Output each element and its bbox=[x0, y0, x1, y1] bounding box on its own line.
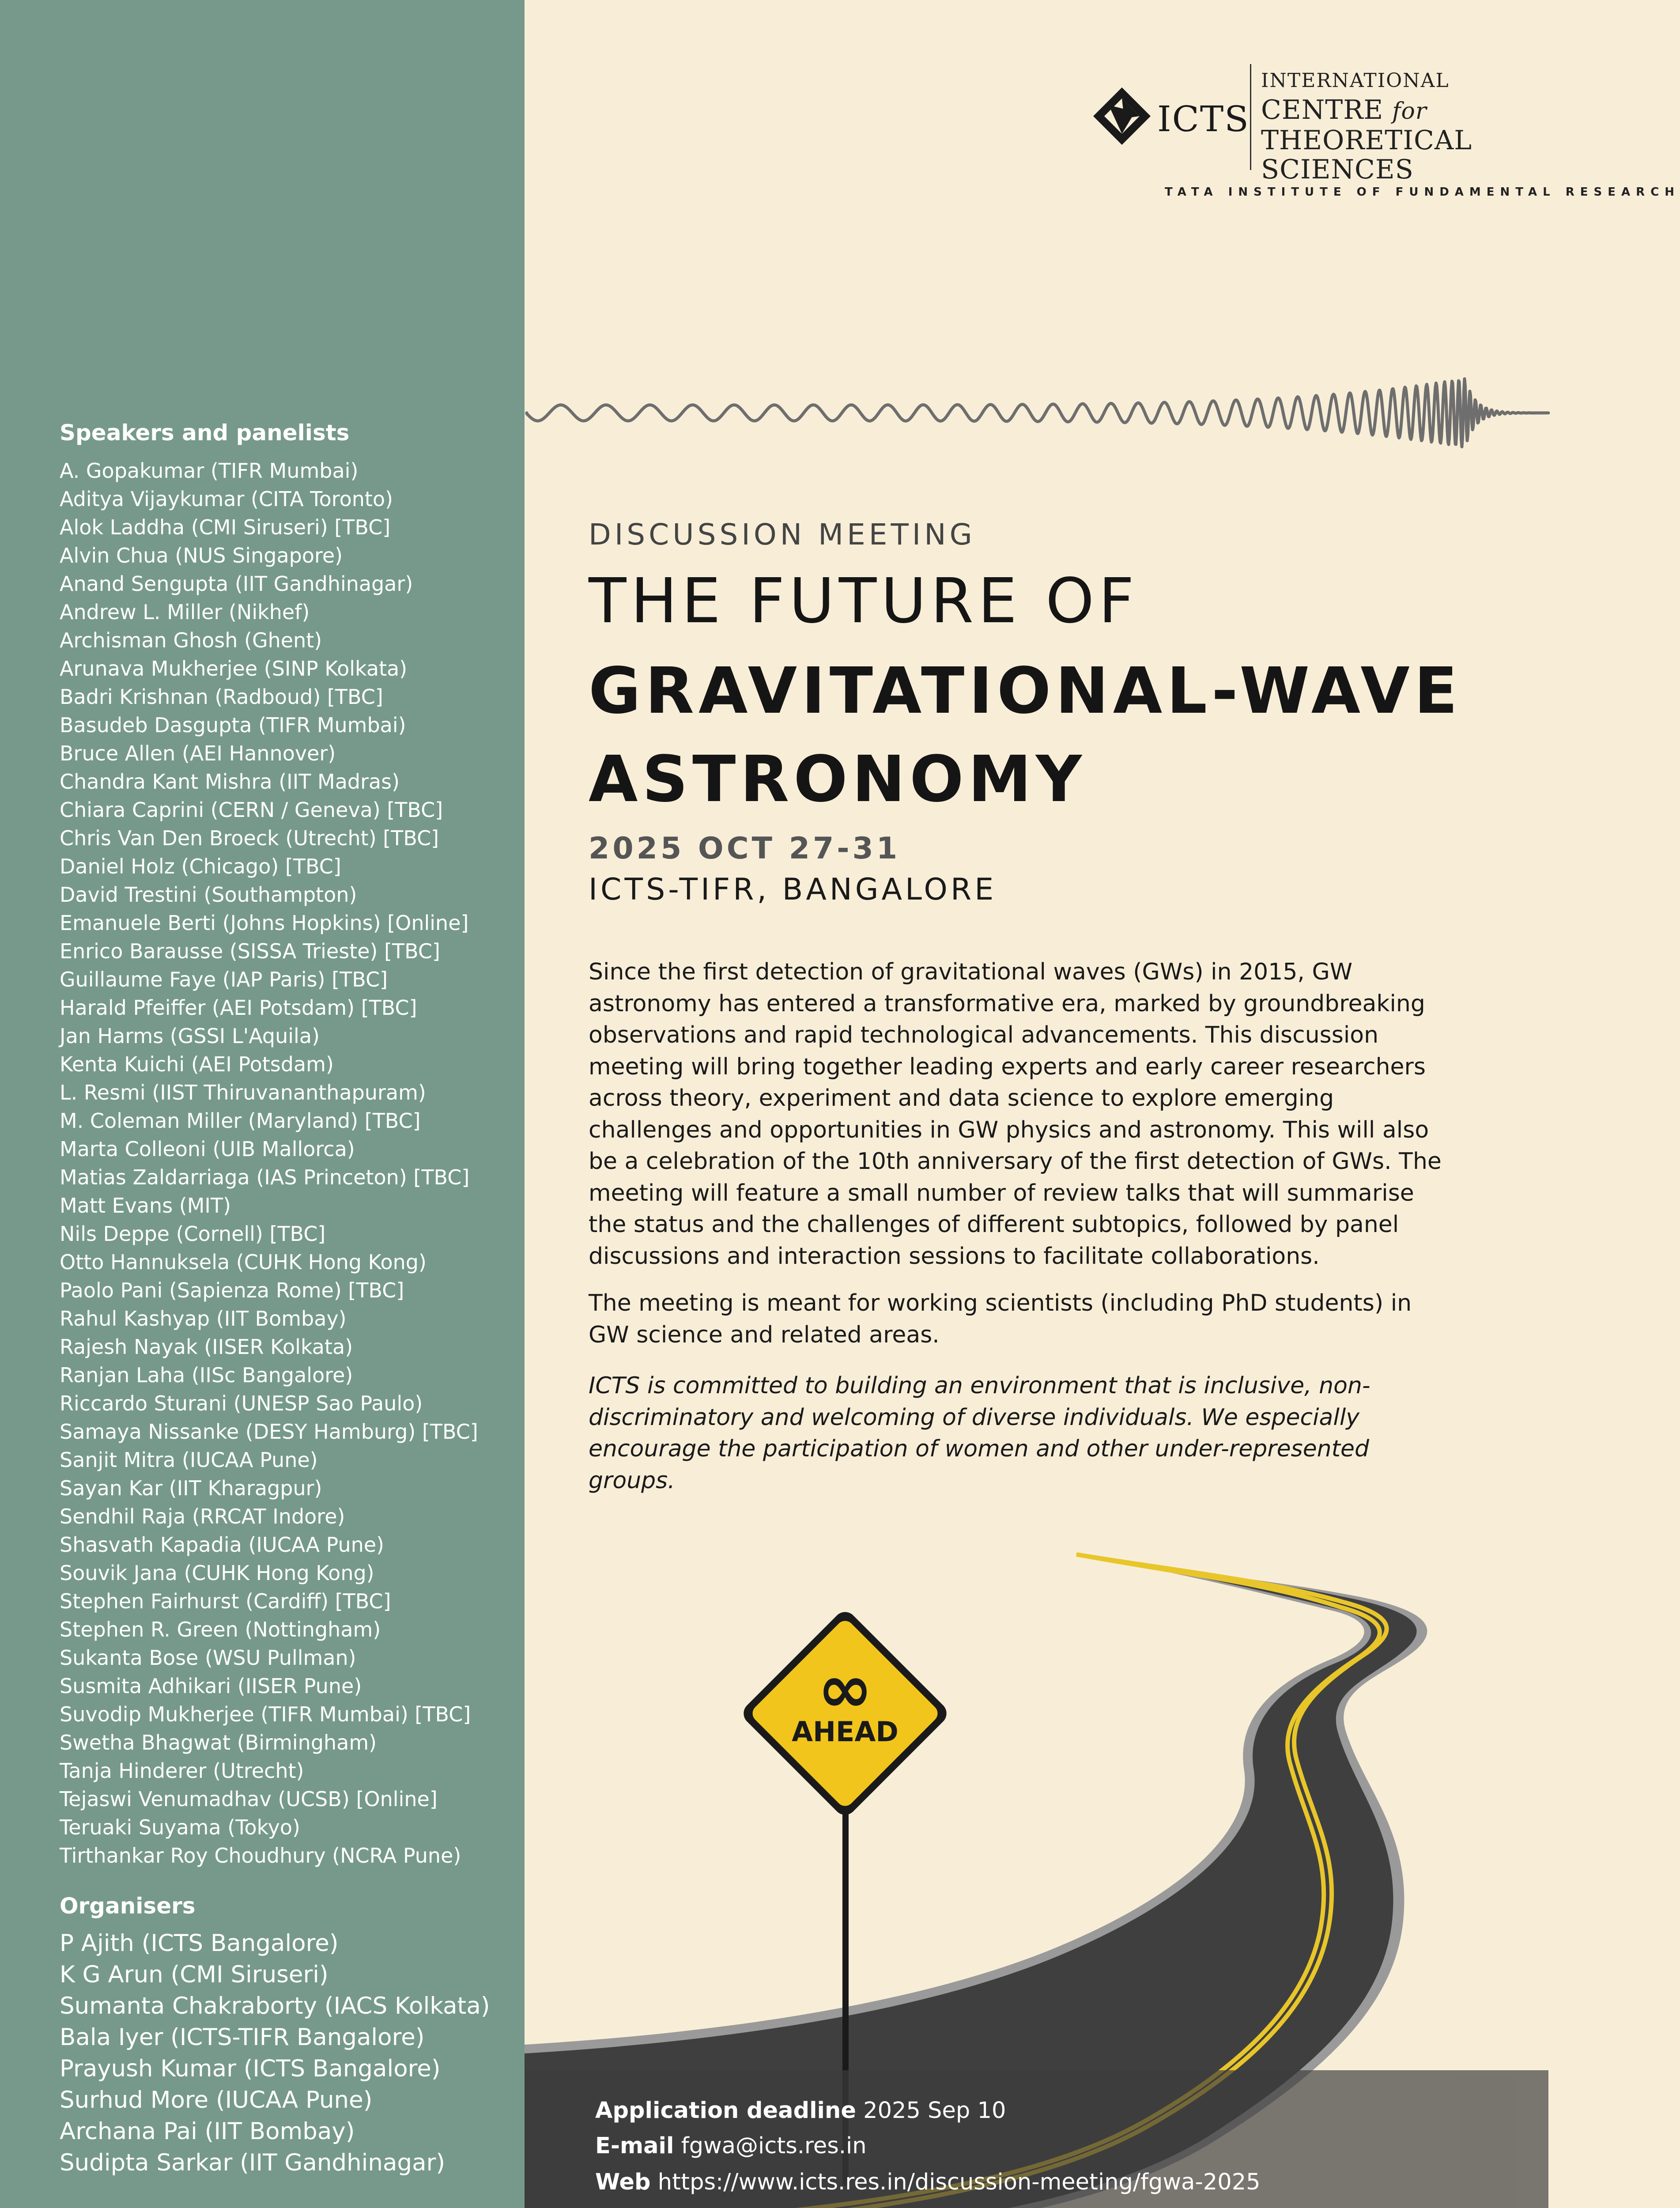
speaker-item: Daniel Holz (Chicago) [TBC] bbox=[60, 854, 341, 878]
speaker-item: Matias Zaldarriaga (IAS Princeton) [TBC] bbox=[60, 1165, 470, 1189]
speaker-item: Chiara Caprini (CERN / Geneva) [TBC] bbox=[60, 798, 443, 822]
speaker-item: Rahul Kashyap (IIT Bombay) bbox=[60, 1307, 347, 1331]
logo-line-4: SCIENCES bbox=[1261, 154, 1414, 185]
audience-paragraph: The meeting is meant for working scientists (including PhD students) in GW science and related areas. bbox=[589, 1290, 1412, 1348]
speaker-item: Jan Harms (GSSI L'Aquila) bbox=[60, 1024, 320, 1048]
speaker-item: Stephen R. Green (Nottingham) bbox=[60, 1618, 381, 1641]
organiser-item: K G Arun (CMI Siruseri) bbox=[60, 1961, 328, 1988]
speakers-heading: Speakers and panelists bbox=[60, 420, 350, 446]
description-paragraph: Since the first detection of gravitational waves (GWs) in 2015, GW astronomy has entered a transformative era, marked by groundbreaking observations and rapid technological advancements. This discussion meeting will bring together leading experts and early career researchers across theory, experiment and data science to explore emerging challenges and opportunities in GW physics and astronomy. This will also be a celebration of the 10th anniversary of the first detection of GWs. The meeting will feature a small number of review talks that will summarise the status and the challenges of different subtopics, followed by panel discussions and interaction sessions to facilitate collaborations. bbox=[589, 959, 1442, 1270]
speaker-item: Archisman Ghosh (Ghent) bbox=[60, 628, 322, 652]
speaker-item: Sukanta Bose (WSU Pullman) bbox=[60, 1646, 356, 1670]
speaker-item: Alvin Chua (NUS Singapore) bbox=[60, 544, 343, 567]
speaker-item: Bruce Allen (AEI Hannover) bbox=[60, 741, 336, 765]
deadline-value: 2025 Sep 10 bbox=[863, 2098, 1006, 2124]
speaker-item: Shasvath Kapadia (IUCAA Pune) bbox=[60, 1533, 385, 1557]
speaker-item: A. Gopakumar (TIFR Mumbai) bbox=[60, 459, 359, 483]
speaker-item: Riccardo Sturani (UNESP Sao Paulo) bbox=[60, 1391, 423, 1415]
speaker-item: Andrew L. Miller (Nikhef) bbox=[60, 600, 310, 624]
speaker-item: Teruaki Suyama (Tokyo) bbox=[60, 1815, 300, 1839]
speaker-item: Kenta Kuichi (AEI Potsdam) bbox=[60, 1052, 334, 1076]
speaker-item: Otto Hannuksela (CUHK Hong Kong) bbox=[60, 1250, 427, 1274]
organiser-item: Prayush Kumar (ICTS Bangalore) bbox=[60, 2055, 441, 2082]
sidebar bbox=[0, 0, 525, 2208]
speaker-item: Sanjit Mitra (IUCAA Pune) bbox=[60, 1448, 318, 1472]
speaker-item: Ranjan Laha (IISc Bangalore) bbox=[60, 1363, 353, 1387]
deadline-label: Application deadline bbox=[595, 2098, 856, 2124]
speaker-item: Swetha Bhagwat (Birmingham) bbox=[60, 1731, 377, 1754]
organiser-item: Archana Pai (IIT Bombay) bbox=[60, 2118, 355, 2145]
organisers-heading: Organisers bbox=[60, 1893, 196, 1919]
logo-tagline: TATA INSTITUTE OF FUNDAMENTAL RESEARCH bbox=[1165, 185, 1680, 199]
speaker-item: Tanja Hinderer (Utrecht) bbox=[60, 1759, 304, 1783]
infinity-icon: ∞ bbox=[817, 1651, 873, 1728]
speaker-item: Paolo Pani (Sapienza Rome) [TBC] bbox=[60, 1278, 404, 1302]
speaker-item: Susmita Adhikari (IISER Pune) bbox=[60, 1674, 362, 1698]
speaker-item: Aditya Vijaykumar (CITA Toronto) bbox=[60, 487, 393, 511]
event-type: DISCUSSION MEETING bbox=[589, 518, 976, 552]
speaker-item: Suvodip Mukherjee (TIFR Mumbai) [TBC] bbox=[60, 1702, 471, 1726]
speaker-item: Rajesh Nayak (IISER Kolkata) bbox=[60, 1335, 353, 1359]
website bbox=[595, 2169, 1261, 2195]
web-link[interactable]: https://www.icts.res.in/discussion-meeting/fgwa-2025 bbox=[657, 2169, 1261, 2195]
organiser-item: Sumanta Chakraborty (IACS Kolkata) bbox=[60, 1992, 490, 2019]
title-line-1: THE FUTURE OF bbox=[589, 565, 1139, 637]
logo-line-2 bbox=[1261, 95, 1472, 126]
logo-line-3: THEORETICAL bbox=[1261, 125, 1472, 156]
speaker-item: M. Coleman Miller (Maryland) [TBC] bbox=[60, 1109, 421, 1133]
icts-logo bbox=[1091, 64, 1680, 205]
organisers-list bbox=[60, 1928, 490, 2178]
logo-line-2-text: CENTRE bbox=[1261, 95, 1393, 125]
application-deadline bbox=[595, 2098, 1006, 2124]
infinity-ahead-sign bbox=[739, 1607, 951, 1820]
web-label: Web bbox=[595, 2169, 651, 2195]
speaker-item: Enrico Barausse (SISSA Trieste) [TBC] bbox=[60, 939, 440, 963]
speaker-item: Tirthankar Roy Choudhury (NCRA Pune) bbox=[60, 1844, 461, 1868]
organiser-item: Sudipta Sarkar (IIT Gandhinagar) bbox=[60, 2149, 445, 2176]
logo-line-2-italic: for bbox=[1392, 98, 1427, 125]
contact-email bbox=[595, 2133, 867, 2159]
icts-mark-icon bbox=[1091, 85, 1153, 147]
speaker-item: Arunava Mukherjee (SINP Kolkata) bbox=[60, 657, 408, 681]
event-venue: ICTS-TIFR, BANGALORE bbox=[589, 872, 997, 907]
speaker-item: Chris Van Den Broeck (Utrecht) [TBC] bbox=[60, 826, 439, 850]
speaker-item: Badri Krishnan (Radboud) [TBC] bbox=[60, 685, 383, 709]
speaker-item: Nils Deppe (Cornell) [TBC] bbox=[60, 1222, 326, 1246]
logo-divider bbox=[1250, 64, 1251, 170]
title-line-3: ASTRONOMY bbox=[589, 742, 1087, 816]
main-panel bbox=[525, 0, 1680, 2208]
organiser-item: Bala Iyer (ICTS-TIFR Bangalore) bbox=[60, 2024, 425, 2051]
event-dates: 2025 OCT 27-31 bbox=[589, 831, 901, 866]
logo-line-1: INTERNATIONAL bbox=[1261, 69, 1450, 92]
speaker-item: Emanuele Berti (Johns Hopkins) [Online] bbox=[60, 911, 469, 935]
speaker-item: Tejaswi Venumadhav (UCSB) [Online] bbox=[60, 1787, 438, 1811]
speaker-item: Anand Sengupta (IIT Gandhinagar) bbox=[60, 572, 413, 596]
inclusion-statement: ICTS is committed to building an environment that is inclusive, non-discriminatory and welcoming of diverse individuals. We especially encourage the participation of women and other under-represented groups. bbox=[589, 1372, 1370, 1494]
organiser-item: P Ajith (ICTS Bangalore) bbox=[60, 1930, 339, 1957]
speaker-item: Alok Laddha (CMI Siruseri) [TBC] bbox=[60, 515, 391, 539]
speaker-item: David Trestini (Southampton) bbox=[60, 883, 357, 907]
title-line-2: GRAVITATIONAL-WAVE bbox=[589, 654, 1462, 728]
email-link[interactable]: fgwa@icts.res.in bbox=[681, 2133, 867, 2159]
speaker-item: Samaya Nissanke (DESY Hamburg) [TBC] bbox=[60, 1420, 478, 1444]
speaker-item: Sayan Kar (IIT Kharagpur) bbox=[60, 1476, 322, 1500]
speaker-item: Chandra Kant Mishra (IIT Madras) bbox=[60, 770, 400, 794]
speaker-item: Matt Evans (MIT) bbox=[60, 1194, 231, 1217]
gravitational-wave-chirp-icon bbox=[525, 369, 1548, 466]
organiser-item: Surhud More (IUCAA Pune) bbox=[60, 2087, 373, 2113]
speaker-item: Sendhil Raja (RRCAT Indore) bbox=[60, 1505, 345, 1528]
speaker-item: Stephen Fairhurst (Cardiff) [TBC] bbox=[60, 1589, 391, 1613]
speaker-item: Souvik Jana (CUHK Hong Kong) bbox=[60, 1561, 374, 1585]
speaker-item: Guillaume Faye (IAP Paris) [TBC] bbox=[60, 968, 388, 991]
logo-full-name bbox=[1261, 66, 1472, 184]
logo-abbreviation: ICTS bbox=[1157, 98, 1250, 140]
speaker-item: Basudeb Dasgupta (TIFR Mumbai) bbox=[60, 713, 406, 737]
sign-text: AHEAD bbox=[792, 1716, 899, 1748]
speaker-item: Harald Pfeiffer (AEI Potsdam) [TBC] bbox=[60, 996, 417, 1020]
speaker-item: Marta Colleoni (UIB Mallorca) bbox=[60, 1137, 355, 1161]
email-label: E-mail bbox=[595, 2133, 674, 2159]
speakers-list bbox=[60, 457, 478, 1870]
speaker-item: L. Resmi (IIST Thiruvananthapuram) bbox=[60, 1081, 426, 1104]
